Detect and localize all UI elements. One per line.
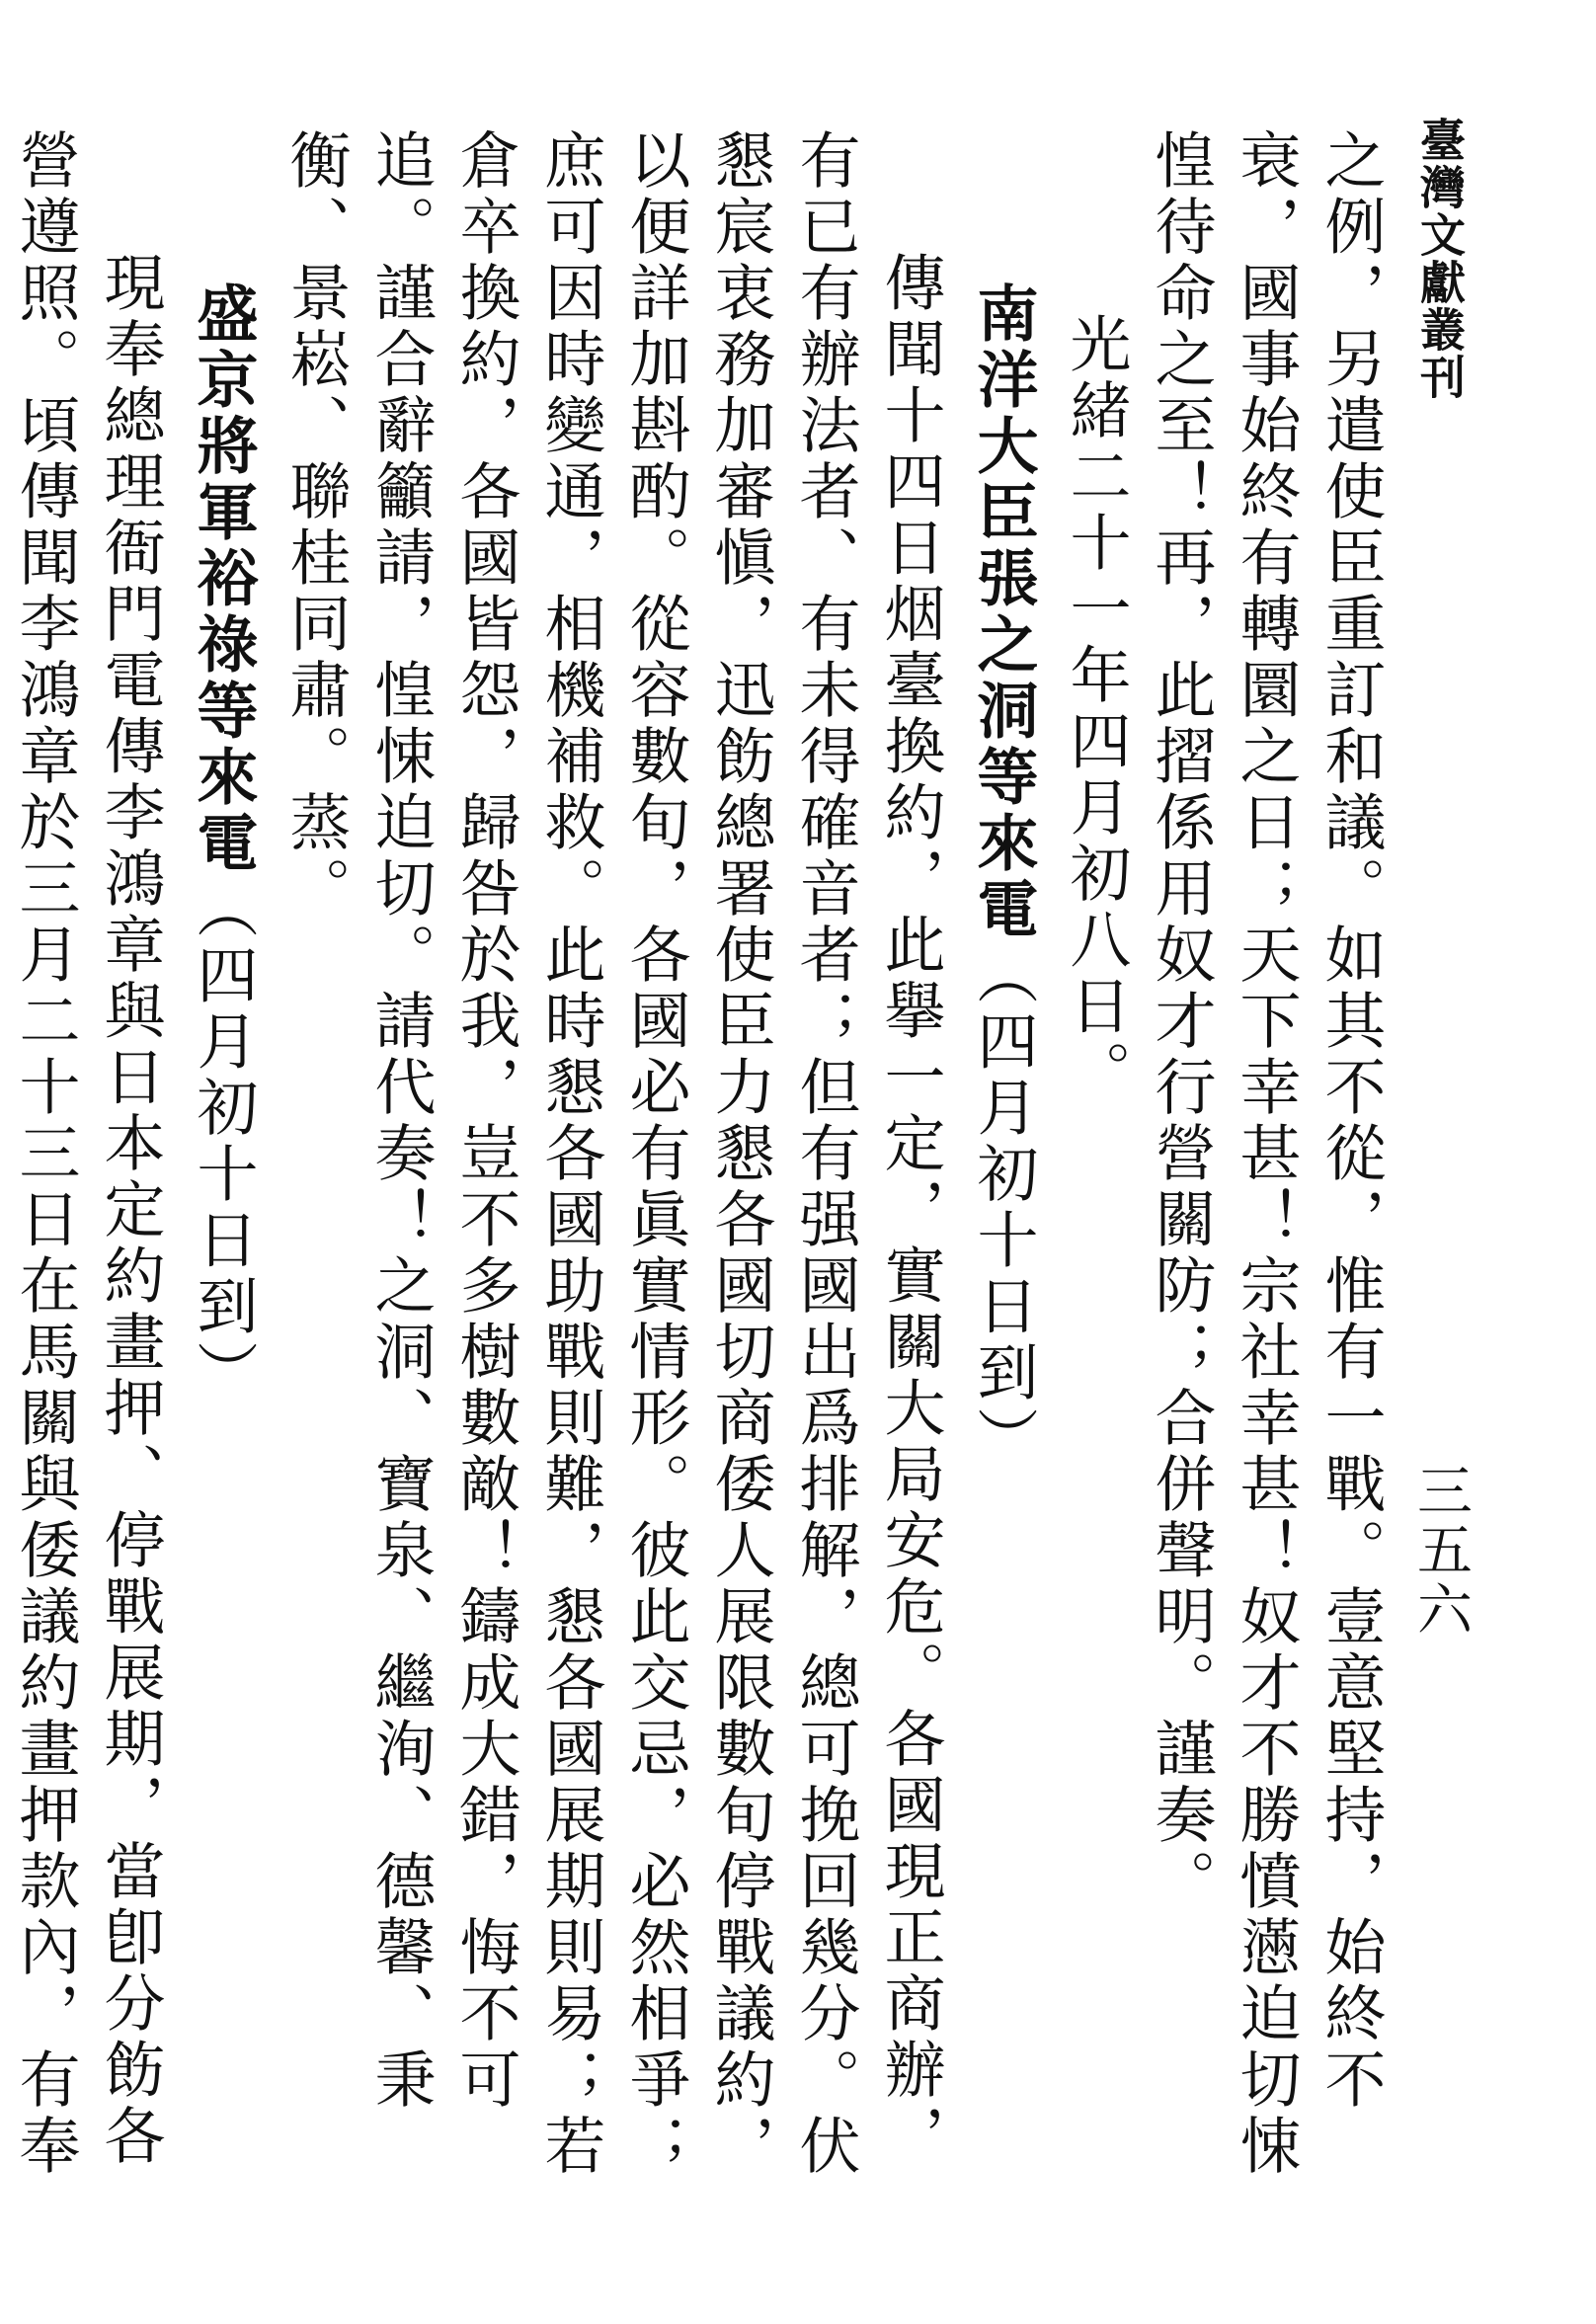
heading-title: 南洋大臣張之洞等來電 [967, 281, 1039, 943]
running-title: 臺灣文獻叢刊 [1413, 117, 1467, 401]
section-gap [1045, 128, 1053, 2232]
section-gap [172, 128, 180, 2232]
telegram-body-yu-lu: 現奉總理衙門電傳李鴻章與日本定約畫押、停戰展期，當卽分飭各營遵照。頃傳聞李鴻章於三月二十三日在馬關與倭議約畫押款內，有奉 [9, 128, 166, 2180]
heading-date-note: （四月初十日到） [967, 943, 1039, 1473]
telegram-heading-zhang-zhidong [960, 128, 1045, 2232]
page-number: 三五六 [1408, 1462, 1473, 1640]
heading-date-note: （四月初十日到） [187, 877, 259, 1406]
telegram-heading-yu-lu [180, 128, 265, 2232]
section-gap [952, 128, 960, 2232]
telegram-body-zhang-zhidong: 傳聞十四日烟臺換約，此擧一定，實關大局安危。各國現正商辦，有已有辦法者、有未得確音者；但有强國出爲排解，總可挽回幾分。伏懇宸衷務加審愼，迅飭總署使臣力懇各國切商倭人展限數旬停戰議約，以便詳加斟酌。從容數旬，各國必有眞實情形。彼此交忌，必然相爭；庶可因時變通，相機補救。此時懇各國助戰則難，懇各國展期則易；若倉卒換約，各國皆怨，歸咎於我，豈不多樹數敵！鑄成大錯，悔不可追。謹合辭籲請，惶悚迫切。請代奏！之洞、寶泉、繼洵、德馨、秉衡、景崧、聯桂同肅。蒸。 [279, 128, 946, 2180]
date-line: 光緒二十一年四月初八日。 [1060, 312, 1132, 1106]
heading-title: 盛京將軍裕祿等來電 [187, 281, 259, 877]
paragraph-continued: 之例，另遣使臣重訂和議。如其不從，惟有一戰。壹意堅持，始終不衰，國事始終有轉圜之日；天下幸甚！宗社幸甚！奴才不勝憤懣迫切悚惶待命之至！再，此摺係用奴才行營關防；合併聲明。謹奏。 [1145, 128, 1387, 2180]
section-gap [265, 128, 273, 2232]
body-text [9, 128, 1393, 2232]
